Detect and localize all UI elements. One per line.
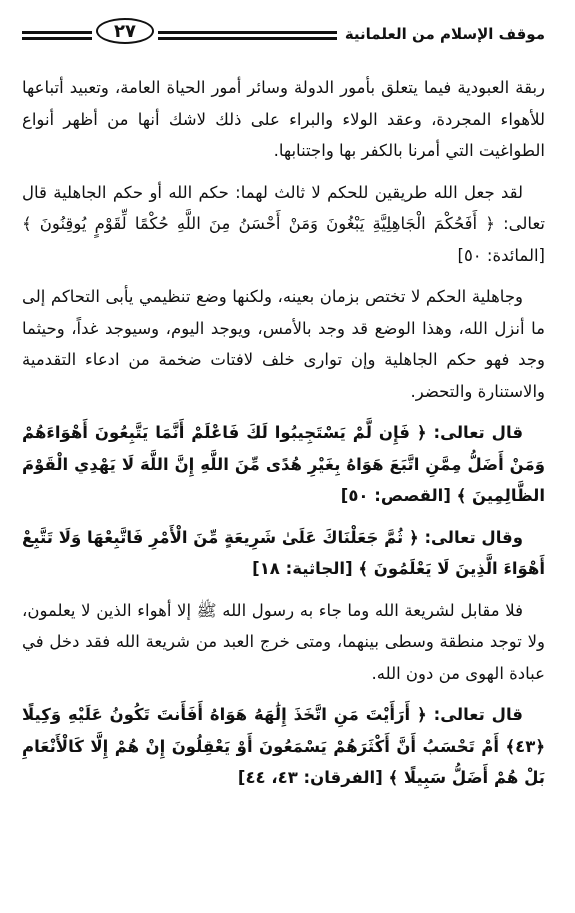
- paragraph-7: قال تعالى: ﴿ أَرَأَيْتَ مَنِ اتَّخَذَ إِلَٰهَهُ هَوَاهُ أَفَأَنتَ تَكُونُ عَلَيْهِ وَكِيلًا ﴿٤٣﴾ أَمْ تَحْسَبُ أَنَّ أَكْثَرَهُمْ يَسْمَعُونَ أَوْ يَعْقِلُونَ إِنْ هُمْ إِلَّا كَالْأَنْعَامِ بَلْ هُمْ أَضَلُّ سَبِيلًا ﴾ [الفرقان: ٤٣، ٤٤]: [22, 705, 545, 787]
- paragraph-4: قال تعالى: ﴿ فَإِن لَّمْ يَسْتَجِيبُوا لَكَ فَاعْلَمْ أَنَّمَا يَتَّبِعُونَ أَهْوَاءَهُمْ وَمَنْ أَضَلُّ مِمَّنِ اتَّبَعَ هَوَاهُ بِغَيْرِ هُدًى مِّنَ اللَّهِ إِنَّ اللَّهَ لَا يَهْدِي الْقَوْمَ الظَّالِمِينَ ﴾ [القصص: ٥٠]: [22, 423, 545, 505]
- page-number-frame: [92, 16, 158, 46]
- paragraph-1: ربقة العبودية فيما يتعلق بأمور الدولة وسائر أمور الحياة العامة، وتعبيد أتباعها للأهواء المجردة، وعقد الولاء والبراء على ذلك لاشك أنها من أظهر أنواع الطواغيت التي أمرنا بالكفر بها واجتنابها.: [22, 78, 545, 160]
- running-header: [22, 14, 545, 54]
- page-number: ٢٧: [96, 18, 154, 44]
- paragraph-6: فلا مقابل لشريعة الله وما جاء به رسول الله ﷺ إلا أهواء الذين لا يعلمون، ولا توجد منطقة وسطى بينهما، ومتى خرج العبد من شريعة الله فقد دخل في عبادة الهوى من دون الله.: [22, 600, 545, 683]
- page-body: [22, 72, 545, 794]
- header-rule: [22, 31, 337, 40]
- paragraph-3: وجاهلية الحكم لا تختص بزمان بعينه، ولكنها وضع تنظيمي يأبى التحاكم إلى ما أنزل الله، وهذا الوضع قد وجد بالأمس، ويوجد اليوم، وسيوجد غداً، وحيثما وجد فهو حكم الجاهلية وإن توارى خلف لافتات ضخمة من ادعاء التقدمية والاستنارة والتحضر.: [22, 287, 545, 401]
- header-title: موقف الإسلام من العلمانية: [344, 25, 545, 43]
- paragraph-5: وقال تعالى: ﴿ ثُمَّ جَعَلْنَاكَ عَلَىٰ شَرِيعَةٍ مِّنَ الْأَمْرِ فَاتَّبِعْهَا وَلَا تَتَّبِعْ أَهْوَاءَ الَّذِينَ لَا يَعْلَمُونَ ﴾ [الجاثية: ١٨]: [22, 527, 545, 578]
- paragraph-2: لقد جعل الله طريقين للحكم لا ثالث لهما: حكم الله أو حكم الجاهلية قال تعالى: ﴿ أَفَحُكْمَ الْجَاهِلِيَّةِ يَبْغُونَ وَمَنْ أَحْسَنُ مِنَ اللَّهِ حُكْمًا لِّقَوْمٍ يُوقِنُونَ ﴾ [المائدة: ٥٠]: [22, 182, 545, 265]
